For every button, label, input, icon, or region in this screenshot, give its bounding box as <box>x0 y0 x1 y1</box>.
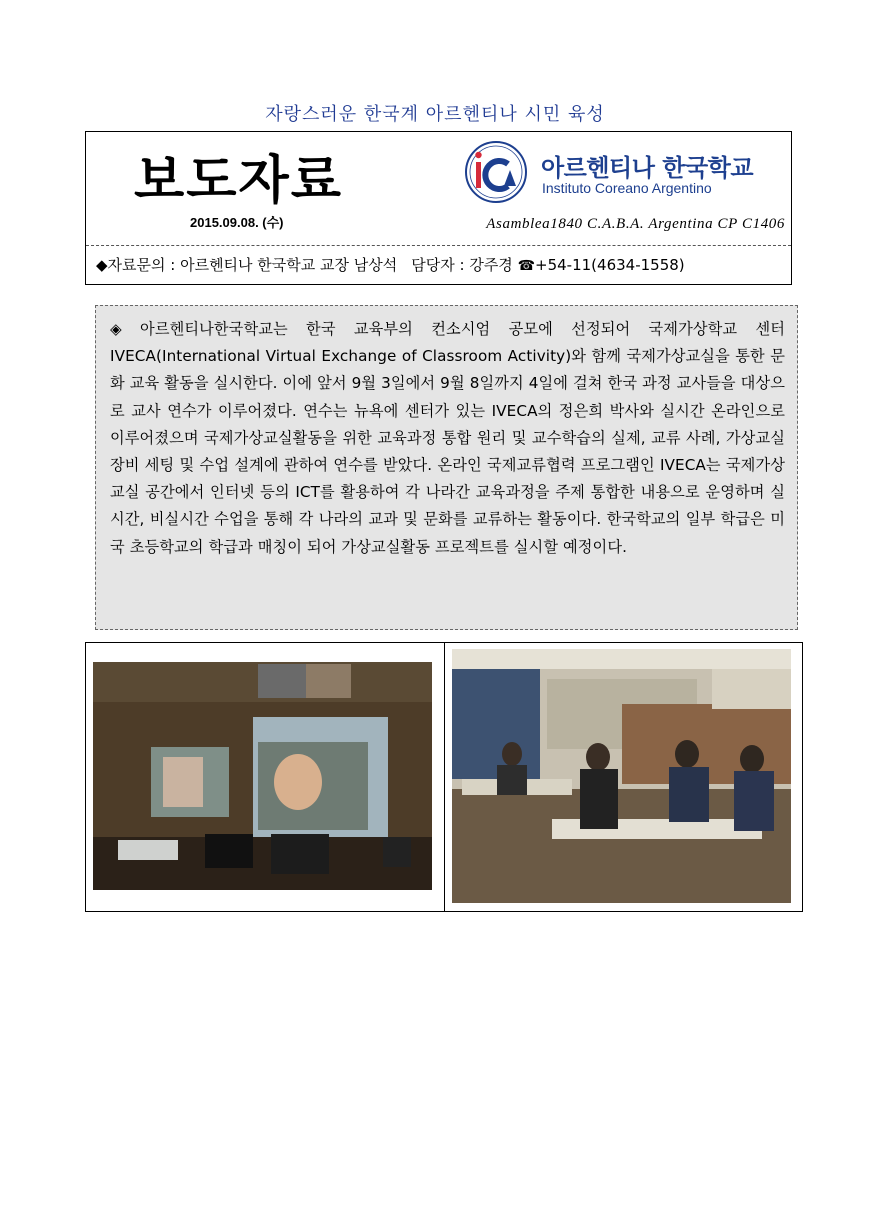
contact-phone: +54-11(4634-1558) <box>535 256 685 274</box>
article-text: ◈ 아르헨티나한국학교는 한국 교육부의 컨소시엄 공모에 선정되어 국제가상학교 센터 IVECA(International Virtual Exchange of Classroom Activity)와 함께 국제가상교실을 통한 문화 교육 활동을 실시한다. 이에 앞서 9월 3일에서 9월 8일까지 4일에 걸쳐 한국 과정 교사들을 대상으로 교사 연수가 이루어졌다. 연수는 뉴욕에 센터가 있는 IVECA의 정은희 박사와 실시간 온라인으로 이루어졌으며 국제가상교실활동을 위한 교육과정 통합 원리 및 교수학습의 실제, 교류 사례, 가상교실 장비 세팅 및 수업 설계에 관하여 연수를 받았다. 온라인 국제교류협력 프로그램인 IVECA는 국제가상교실 공간에서 인터넷 등의 ICT를 활용하여 각 나라간 교육과정을 주제 통합한 내용으로 운영하며 실시간, 비실시간 수업을 통해 각 나라의 교과 및 문화를 교류하는 활동이다. 한국학교의 일부 학급은 미국 초등학교의 학급과 매칭이 되어 가상교실활동 프로젝트를 실시할 예정이다. <box>110 320 785 556</box>
photo-video-conference <box>93 662 432 890</box>
photo-divider <box>444 643 445 911</box>
release-date: 2015.09.08. (수) <box>190 215 284 230</box>
header-divider <box>86 245 791 246</box>
page-title: 보도자료 <box>134 151 343 211</box>
tagline: 자랑스러운 한국계 아르헨티나 시민 육성 <box>265 104 605 125</box>
school-name: 아르헨티나 한국학교 <box>541 154 754 182</box>
photo-gallery <box>85 642 803 912</box>
press-release-header <box>85 131 792 285</box>
article-box <box>95 305 798 630</box>
phone-icon: ☎ <box>517 258 536 274</box>
photo-teacher-training <box>452 649 791 903</box>
school-logo-icon <box>464 140 528 204</box>
school-name-en: Instituto Coreano Argentino <box>542 180 712 196</box>
school-address: Asamblea1840 C.A.B.A. Argentina CP C1406 <box>486 216 785 232</box>
contact-line <box>96 254 685 275</box>
contact-person: 담당자 : 강주경 <box>411 256 513 274</box>
contact-inquiry: ◆자료문의 : 아르헨티나 한국학교 교장 남상석 <box>96 256 398 274</box>
